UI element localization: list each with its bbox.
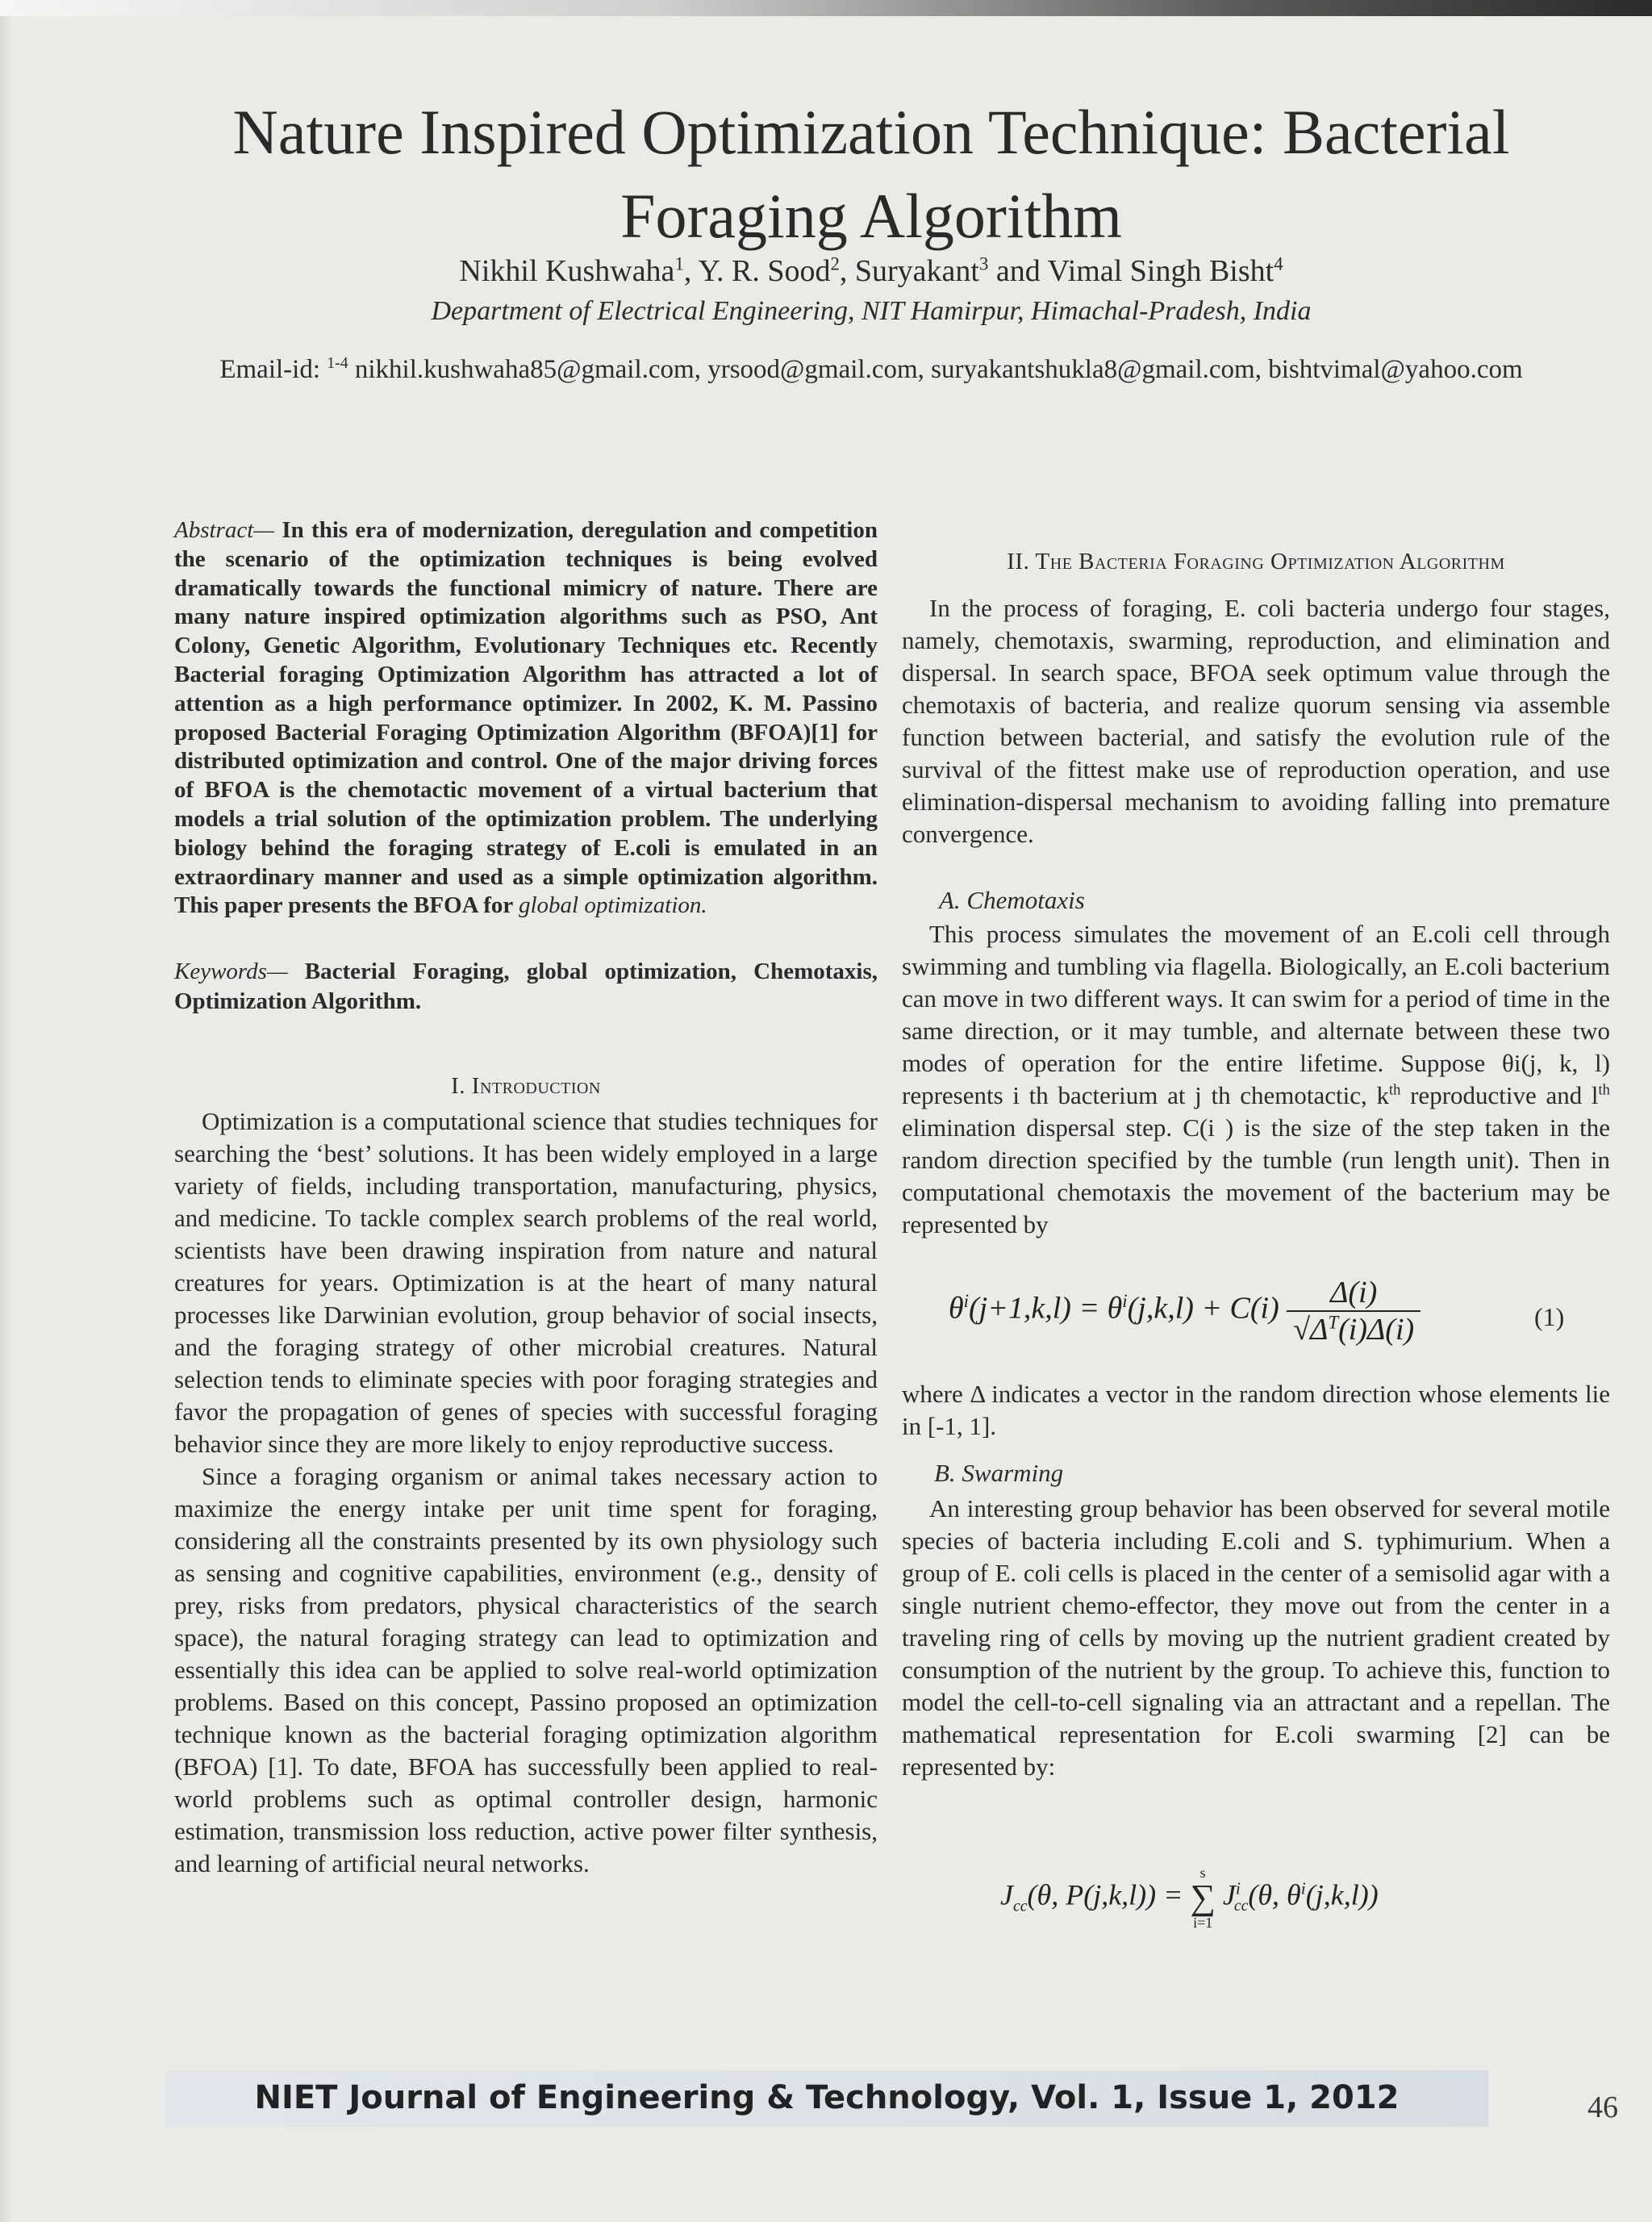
eq2-left-args: (θ, P(j,k,l)) = bbox=[1027, 1878, 1191, 1911]
eq2-right-args: (θ, θ bbox=[1248, 1878, 1301, 1911]
eq2-right-end: (j,k,l)) bbox=[1305, 1878, 1379, 1911]
section-heading-introduction: I. Introduction bbox=[451, 1073, 601, 1099]
keywords-text: Bacterial Foraging, global optimization, Chemotaxis, Optimization Algorithm. bbox=[174, 959, 878, 1014]
chemotaxis-sup-1: th bbox=[1388, 1081, 1401, 1099]
equation-2 bbox=[1000, 1865, 1379, 1930]
swarming-paragraph: An interesting group behavior has been observed for several motile species of bacteria including E.coli and S. typhimurium. When a group of E. coli cells is placed in the center of a semisolid agar with a single nutrient chemo-effector, they move out from the center in a traveling ring of cells by moving up the nutrient gradient created by consumption of the nutrient by the group. To achieve this, function to model the cell-to-cell signaling via an attractant and a repellan. The mathematical representation for E.coli swarming [2] can be represented by: bbox=[902, 1494, 1610, 1781]
author-emails bbox=[161, 350, 1581, 389]
author-separator: , bbox=[839, 254, 855, 288]
chemotaxis-text-2: reproductive and l bbox=[1400, 1081, 1599, 1109]
eq2-sum-symbol: ∑ bbox=[1190, 1877, 1216, 1917]
author-separator: and bbox=[988, 254, 1048, 288]
eq2-j-right-sub: cc bbox=[1233, 1897, 1249, 1915]
author-affiliation-mark: 1 bbox=[674, 253, 684, 274]
eq2-j-right-sup: i bbox=[1235, 1878, 1241, 1898]
author-name: Vimal Singh Bisht bbox=[1047, 254, 1274, 288]
eq1-den-end: (i)Δ(i) bbox=[1338, 1313, 1415, 1347]
keywords-label: Keywords— bbox=[174, 959, 288, 984]
abstract bbox=[174, 516, 878, 921]
intro-paragraph-1: Optimization is a computational science that studies techniques for searching the ‘best’ solutions. It has been widely employed in a large variety of fields, including transportation, manufacturing, physics, and medicine. To tackle complex search problems of the real world, scientists have been drawing inspiration from nature and natural creatures for years. Optimization is at the heart of many natural processes like Darwinian evolution, group behavior of social insects, and the foraging strategy of other microbial creatures. Natural selection tends to eliminate species with poor foraging strategies and favor the propagation of genes of species with successful foraging behavior since they are more likely to enjoy reproductive success. bbox=[174, 1107, 878, 1458]
eq1-middle-2: (j,k,l) + C(i) bbox=[1127, 1291, 1279, 1326]
eq2-sum-upper: s bbox=[1199, 1865, 1206, 1881]
author-name: Y. R. Sood bbox=[698, 254, 831, 288]
chemotaxis-body bbox=[902, 918, 1610, 1241]
paper-title bbox=[161, 90, 1581, 258]
eq1-fraction bbox=[1287, 1275, 1420, 1347]
eq1-den-sup: T bbox=[1328, 1312, 1339, 1333]
author-affiliation-mark: 2 bbox=[830, 253, 840, 274]
eq1-denominator bbox=[1287, 1312, 1420, 1347]
eq2-summation bbox=[1190, 1865, 1215, 1930]
chemotaxis-after-paragraph: where Δ indicates a vector in the random direction whose elements lie in [-1, 1]. bbox=[902, 1380, 1610, 1440]
abstract-text: In this era of modernization, deregulation and competition the scenario of the optimization techniques is being evolved dramatically towards the functional mimicry of nature. There are many nature inspired optimization algorithms such as PSO, Ant Colony, Genetic Algorithm, Evolutionary Techniques etc. Recently Bacterial foraging Optimization Algorithm has attracted a lot of attention as a high performance optimizer. In 2002, K. M. Passino proposed Bacterial Foraging Optimization Algorithm (BFOA)[1] for distributed optimization and control. One of the major driving forces of BFOA is the chemotactic movement of a virtual bacterium that models a trial solution of the optimization problem. The underlying biology behind the foraging strategy of E.coli is emulated in an extraordinary manner and used as a simple optimization algorithm. This paper presents the BFOA for bbox=[174, 517, 878, 919]
eq1-theta: θ bbox=[949, 1291, 964, 1326]
author-list bbox=[161, 252, 1581, 290]
subsection-heading-swarming: B. Swarming bbox=[934, 1459, 1064, 1487]
equation-1-number: (1) bbox=[1534, 1302, 1565, 1331]
eq1-middle: (j+1,k,l) = θ bbox=[969, 1291, 1123, 1326]
page-number: 46 bbox=[1587, 2090, 1618, 2124]
author-department: Department of Electrical Engineering, NIT Hamirpur, Himachal-Pradesh, India bbox=[431, 296, 1312, 326]
eq2-right-sup2: i bbox=[1300, 1878, 1306, 1898]
bfoa-intro-body bbox=[902, 592, 1610, 850]
eq1-sup-i: i bbox=[963, 1291, 970, 1312]
intro-paragraph-2: Since a foraging organism or animal takes necessary action to maximize the energy intake per unit time spent for foraging, considering all the constraints presented by its own physiology such as sensing and cognitive capabilities, environment (e.g., density of prey, risks from predators, physical characteristics of the search space), the natural foraging strategy can lead to optimization and essentially this idea can be applied to solve real-world optimization problems. Based on this concept, Passino proposed an optimization technique known as the bacterial foraging optimization algorithm (BFOA) [1]. To date, BFOA has successfully been applied to real-world problems such as optimal controller design, harmonic estimation, transmission loss reduction, active power filter synthesis, and learning of artificial neural networks. bbox=[174, 1462, 878, 1877]
eq1-den-root: √Δ bbox=[1293, 1313, 1329, 1347]
chemotaxis-sup-2: th bbox=[1598, 1081, 1610, 1099]
author-affiliation-mark: 4 bbox=[1274, 253, 1283, 274]
author-affiliation-mark: 3 bbox=[978, 253, 989, 274]
email-label: Email-id: bbox=[219, 355, 327, 384]
bfoa-paragraph-1: In the process of foraging, E. coli bacteria undergo four stages, namely, chemotaxis, swarming, reproduction, and elimination and dispersal. In search space, BFOA seek optimum value through the chemotaxis of bacteria, and realize quorum sensing via assemble function between bacterial, and satisfy the evolution rule of the survival of the fittest make use of reproduction operation, and use elimination-dispersal mechanism to avoiding falling into premature convergence. bbox=[902, 594, 1610, 848]
chemotaxis-after-body bbox=[902, 1378, 1610, 1443]
title-line-1: Nature Inspired Optimization Technique: Bacterial bbox=[232, 97, 1510, 167]
keywords bbox=[174, 957, 878, 1017]
author-name: Nikhil Kushwaha bbox=[459, 254, 675, 288]
eq2-j-right: J bbox=[1222, 1878, 1236, 1911]
chemotaxis-text-1: This process simulates the movement of an E.coli cell through swimming and tumbling via flagella. Biologically, an E.coli bacterium can move in two different ways. It can swim for a period of time in the same direction, or it may tumble, and alternate between these two modes of operation for the entire lifetime. Suppose θi(j, k, l) represents i th bacterium at j th chemotactic, k bbox=[902, 920, 1610, 1109]
equation-1 bbox=[949, 1275, 1420, 1347]
swarming-body bbox=[902, 1493, 1610, 1783]
section-heading-bfoa: II. The Bacteria Foraging Optimization Algorithm bbox=[1007, 549, 1505, 574]
abstract-italic-end: global optimization. bbox=[519, 892, 707, 919]
email-range-mark: 1-4 bbox=[327, 354, 348, 372]
scan-left-edge bbox=[0, 16, 11, 2222]
title-line-2: Foraging Algorithm bbox=[620, 181, 1122, 251]
chemotaxis-text-3: elimination dispersal step. C(i ) is the size of the step taken in the random direction specified by the tumble (run length unit). Then in computational chemotaxis the movement of the bacterium may be represented by bbox=[902, 1113, 1610, 1238]
eq2-j: J bbox=[1000, 1878, 1013, 1911]
eq2-j-sub: cc bbox=[1012, 1897, 1028, 1915]
scan-top-edge bbox=[0, 0, 1652, 16]
journal-footer: NIET Journal of Engineering & Technology, Vol. 1, Issue 1, 2012 bbox=[254, 2079, 1400, 2116]
author-separator: , bbox=[683, 254, 699, 288]
abstract-label: Abstract— bbox=[174, 517, 275, 543]
author-name: Suryakant bbox=[854, 254, 979, 288]
subsection-heading-chemotaxis: A. Chemotaxis bbox=[939, 886, 1085, 914]
introduction-body bbox=[174, 1105, 878, 1880]
chemotaxis-paragraph bbox=[902, 918, 1610, 1241]
eq1-numerator: Δ(i) bbox=[1287, 1275, 1420, 1312]
eq2-sum-lower: i=1 bbox=[1193, 1915, 1213, 1931]
email-addresses: nikhil.kushwaha85@gmail.com, yrsood@gmail.com, suryakantshukla8@gmail.com, bishtvimal@yahoo.com bbox=[348, 355, 1523, 384]
eq1-sup-i-2: i bbox=[1122, 1291, 1128, 1312]
